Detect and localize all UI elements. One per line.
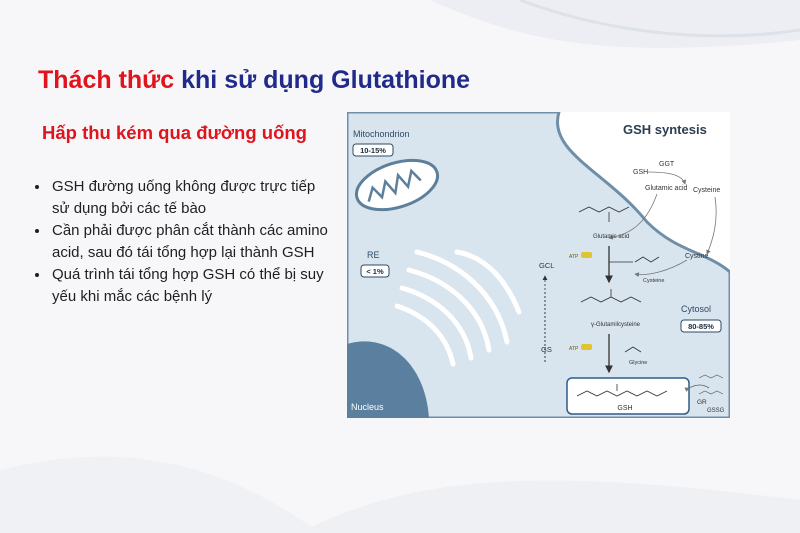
title-rest: khi sử dụng Glutathione bbox=[181, 66, 471, 94]
diagram-title: GSH syntesis bbox=[623, 122, 707, 137]
gcl-label: GCL bbox=[539, 261, 555, 270]
bullet-item-2: • Cần phải được phân cắt thành các amino acid, sau đó tái tổng hợp lại thành GSH bbox=[50, 220, 328, 264]
title-highlight: Thách thức bbox=[38, 66, 175, 94]
cystine-label: Cystine bbox=[685, 253, 709, 260]
glycine-label: Glycine bbox=[629, 360, 648, 366]
mitochondrion-percent: 10-15% bbox=[360, 146, 386, 155]
bullet-item-1: • GSH đường uống không được trực tiếp sử dụng bởi các tế bào bbox=[50, 176, 328, 220]
mitochondrion-label: Mitochondrion bbox=[353, 129, 410, 139]
atp-label-2: ATP bbox=[569, 346, 579, 352]
re-label: RE bbox=[367, 250, 380, 260]
re-percent: < 1% bbox=[366, 267, 384, 276]
gsh-outside-label: GSH bbox=[633, 169, 649, 176]
gsh-box-label: GSH bbox=[617, 405, 633, 412]
gsh-synthesis-diagram bbox=[347, 112, 730, 418]
atp-label-1: ATP bbox=[569, 254, 579, 260]
ggt-label: GGT bbox=[659, 161, 675, 168]
cysteine-outside-label: Cysteine bbox=[693, 187, 721, 194]
slide-subtitle: Hấp thu kém qua đường uống bbox=[42, 122, 307, 143]
gssg-label: GSSG bbox=[707, 408, 725, 414]
nucleus-label: Nucleus bbox=[351, 402, 384, 412]
atp-icon-1 bbox=[581, 252, 592, 258]
bullet-item-3: • Quá trình tái tổng hợp GSH có thể bị suy yếu khi mắc các bệnh lý bbox=[50, 264, 328, 308]
cytosol-percent: 80-85% bbox=[688, 322, 714, 331]
glutamic-acid-outside-label: Glutamic acid bbox=[645, 185, 688, 192]
cysteine-small-label: Cysteine bbox=[643, 278, 665, 284]
cytosol-label: Cytosol bbox=[681, 304, 712, 314]
glutamic-acid-label: Glutamic acid bbox=[593, 234, 630, 240]
gr-label: GR bbox=[697, 399, 707, 406]
atp-icon-2 bbox=[581, 344, 592, 350]
gamma-glutamylcysteine-label: γ-Glutamilcysteine bbox=[591, 322, 641, 328]
slide-title bbox=[38, 66, 470, 95]
bullet-list bbox=[32, 176, 328, 308]
gs-label: GS bbox=[541, 345, 552, 354]
